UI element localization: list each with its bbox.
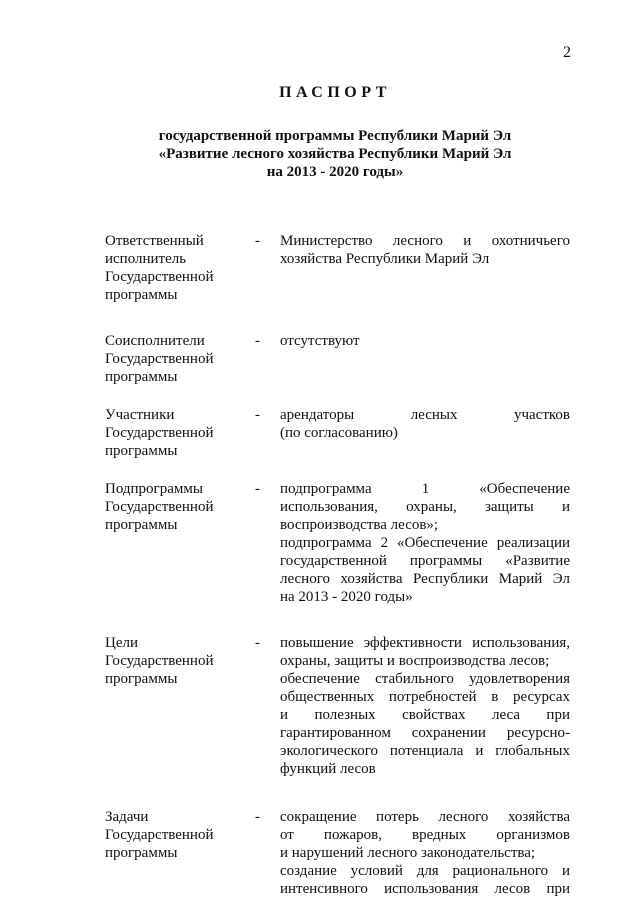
row-label-line: Государственной [105, 827, 214, 843]
row-label [105, 232, 250, 304]
row-value-line: на 2013 - 2020 годы» [280, 589, 413, 605]
row-label [105, 480, 250, 606]
row-dash: - [255, 233, 260, 249]
row-value-line: отсутствуют [280, 333, 360, 349]
row-value-line: обеспечение стабильного удовлетворения [280, 671, 570, 687]
row-label-line: Государственной [105, 269, 214, 285]
row-dash: - [255, 809, 260, 825]
row-label-line: программы [105, 369, 178, 385]
row-label-line: исполнитель [105, 251, 187, 267]
row-value-line: использования, охраны, защиты и [280, 499, 570, 515]
row-label-line: Участники [105, 407, 175, 423]
row-value-line: подпрограмма 2 «Обеспечение реализации [280, 535, 570, 551]
row-value-line: гарантированном сохранении ресурсно- [280, 725, 570, 741]
row-value-line: (по согласованию) [280, 425, 398, 441]
row-value-line: Министерство лесного и охотничьего [280, 233, 570, 249]
passport-row [105, 332, 570, 386]
row-label [105, 332, 250, 386]
row-value [280, 232, 570, 304]
row-value-line: общественных потребностей в ресурсах [280, 689, 570, 705]
row-value-line: арендаторы лесных участков [280, 407, 570, 423]
row-dash: - [255, 481, 260, 497]
row-label-line: Соисполнители [105, 333, 205, 349]
row-dash: - [255, 635, 260, 651]
row-value [280, 332, 570, 386]
document-subtitle [0, 127, 640, 181]
passport-table [105, 232, 570, 898]
row-label-line: программы [105, 845, 178, 861]
row-value-line: экологического потенциала и глобальных [280, 743, 570, 759]
passport-row [105, 406, 570, 460]
subtitle-line: «Развитие лесного хозяйства Республики Марий Эл [158, 146, 512, 162]
row-value-line: хозяйства Республики Марий Эл [280, 251, 490, 267]
row-value-line: подпрограмма 1 «Обеспечение [280, 481, 570, 497]
row-value-line: воспроизводства лесов»; [280, 517, 439, 533]
row-label-line: Цели [105, 635, 139, 651]
row-value-line: сокращение потерь лесного хозяйства [280, 809, 570, 825]
row-dash: - [255, 333, 260, 349]
row-value-line: лесного хозяйства Республики Марий Эл [280, 571, 570, 587]
subtitle-line: на 2013 - 2020 годы» [266, 164, 404, 180]
row-label-line: Ответственный [105, 233, 204, 249]
row-value [280, 406, 570, 460]
passport-row [105, 634, 570, 778]
row-value-line: и полезных свойствах леса при [280, 707, 570, 723]
row-label-line: Государственной [105, 425, 214, 441]
passport-row [105, 232, 570, 304]
row-value-line: государственной программы «Развитие [280, 553, 570, 569]
row-value-line: повышение эффективности использования, [280, 635, 570, 651]
row-value [280, 634, 570, 778]
subtitle-line: государственной программы Республики Марий Эл [158, 128, 512, 144]
row-label-line: Государственной [105, 499, 214, 515]
row-label-line: Государственной [105, 653, 214, 669]
row-label [105, 808, 250, 898]
row-value [280, 480, 570, 606]
page-number: 2 [563, 44, 571, 61]
row-dash: - [255, 407, 260, 423]
row-value-line: и нарушений лесного законодательства; [280, 845, 536, 861]
row-value-line: создание условий для рационального и [280, 863, 570, 879]
row-label [105, 406, 250, 460]
row-value-line: функций лесов [280, 761, 376, 777]
row-label-line: Государственной [105, 351, 214, 367]
passport-row [105, 808, 570, 898]
row-value-line: интенсивного использования лесов при [280, 881, 570, 897]
row-label-line: программы [105, 671, 178, 687]
row-value-line: от пожаров, вредных организмов [280, 827, 570, 843]
row-value [280, 808, 570, 898]
row-label-line: программы [105, 443, 178, 459]
row-label-line: программы [105, 517, 178, 533]
row-label [105, 634, 250, 778]
document-title: ПАСПОРТ [279, 84, 391, 101]
row-value-line: охраны, защиты и воспроизводства лесов; [280, 653, 550, 669]
row-label-line: Задачи [105, 809, 149, 825]
passport-row [105, 480, 570, 606]
row-label-line: программы [105, 287, 178, 303]
row-label-line: Подпрограммы [105, 481, 203, 497]
